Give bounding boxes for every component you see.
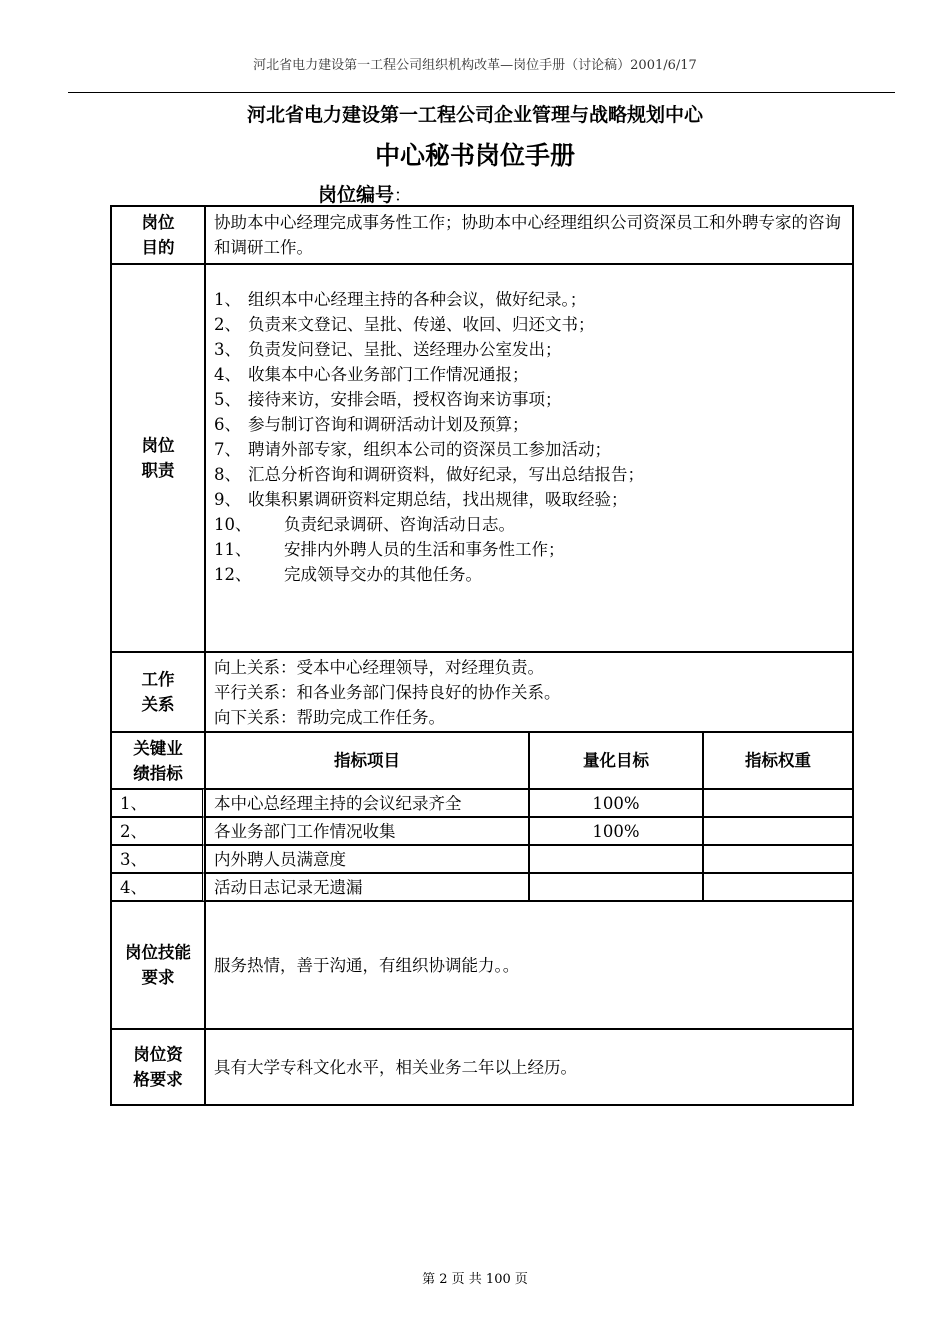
kpi-target bbox=[529, 845, 703, 873]
kpi-item: 各业务部门工作情况收集 bbox=[205, 817, 529, 845]
running-header: 河北省电力建设第一工程公司组织机构改革—岗位手册（讨论稿）2001/6/17 bbox=[253, 58, 697, 73]
post-number bbox=[318, 180, 411, 207]
purpose-label-line2: 目的 bbox=[141, 238, 175, 257]
kpi-label bbox=[111, 732, 205, 789]
kpi-item: 内外聘人员满意度 bbox=[205, 845, 529, 873]
kpi-weight bbox=[703, 873, 853, 901]
kpi-weight bbox=[703, 789, 853, 817]
list-item: 4、 收集本中心各业务部门工作情况通报； bbox=[214, 365, 529, 384]
relation-down: 向下关系：帮助完成工作任务。 bbox=[214, 707, 445, 727]
list-item: 1、 组织本中心经理主持的各种会议，做好纪录。； bbox=[214, 290, 587, 309]
kpi-num: 3、 bbox=[111, 845, 205, 873]
duties-label bbox=[111, 264, 205, 652]
doc-title: 中心秘书岗位手册 bbox=[374, 141, 575, 170]
kpi-item: 活动日志记录无遗漏 bbox=[205, 873, 529, 901]
kpi-num: 4、 bbox=[111, 873, 205, 901]
qualification-row bbox=[111, 1029, 853, 1105]
kpi-header-row bbox=[111, 732, 853, 789]
qualification-text: 具有大学专科文化水平，相关业务二年以上经历。 bbox=[205, 1029, 853, 1105]
table-row bbox=[111, 817, 853, 845]
kpi-target: 100% bbox=[529, 817, 703, 845]
table-row bbox=[111, 789, 853, 817]
kpi-label-line2: 绩指标 bbox=[133, 763, 183, 783]
relations-text bbox=[205, 652, 853, 732]
kpi-header-target: 量化目标 bbox=[529, 732, 703, 789]
skills-label bbox=[111, 901, 205, 1029]
list-item: 8、 汇总分析咨询和调研资料，做好纪录，写出总结报告； bbox=[214, 465, 644, 484]
qualification-label-line2: 格要求 bbox=[133, 1070, 183, 1089]
list-item: 5、 接待来访，安排会晤，授权咨询来访事项； bbox=[214, 390, 562, 409]
table-row bbox=[111, 873, 853, 901]
kpi-target: 100% bbox=[529, 789, 703, 817]
kpi-weight bbox=[703, 817, 853, 845]
duties-label-line1: 岗位 bbox=[141, 436, 175, 455]
list-item: 3、 负责发问登记、呈批、送经理办公室发出； bbox=[214, 340, 562, 359]
post-number-label: 岗位编号 bbox=[318, 184, 395, 206]
relation-parallel: 平行关系：和各业务部门保持良好的协作关系。 bbox=[214, 682, 561, 702]
table-row bbox=[111, 845, 853, 873]
kpi-label-line1: 关键业 bbox=[133, 738, 183, 758]
duties-label-line2: 职责 bbox=[141, 461, 175, 480]
kpi-num: 2、 bbox=[111, 817, 205, 845]
job-table bbox=[110, 205, 854, 1106]
duties-row bbox=[111, 264, 853, 652]
post-number-colon: ： bbox=[394, 186, 412, 206]
list-item: 6、 参与制订咨询和调研活动计划及预算； bbox=[214, 415, 529, 434]
kpi-weight bbox=[703, 845, 853, 873]
list-item: 7、 聘请外部专家，组织本公司的资深员工参加活动； bbox=[214, 440, 611, 459]
relations-label-line1: 工作 bbox=[141, 670, 175, 689]
kpi-num: 1、 bbox=[111, 789, 205, 817]
kpi-header-item: 指标项目 bbox=[205, 732, 529, 789]
header-rule bbox=[68, 92, 895, 93]
kpi-target bbox=[529, 873, 703, 901]
skills-label-line2: 要求 bbox=[141, 968, 175, 987]
relation-up: 向上关系：受本中心经理领导，对经理负责。 bbox=[214, 657, 544, 677]
relations-label-line2: 关系 bbox=[141, 695, 175, 714]
list-item: 11、 安排内外聘人员的生活和事务性工作； bbox=[214, 540, 565, 559]
purpose-label-line1: 岗位 bbox=[141, 213, 175, 232]
list-item: 2、 负责来文登记、呈批、传递、收回、归还文书； bbox=[214, 315, 595, 334]
relations-label bbox=[111, 652, 205, 732]
list-item: 9、 收集积累调研资料定期总结，找出规律，吸取经验； bbox=[214, 490, 628, 509]
skills-row bbox=[111, 901, 853, 1029]
org-title: 河北省电力建设第一工程公司企业管理与战略规划中心 bbox=[246, 104, 703, 126]
qualification-label bbox=[111, 1029, 205, 1105]
duties-list bbox=[205, 264, 853, 652]
page-footer: 第 2 页 共 100 页 bbox=[422, 1272, 528, 1287]
kpi-item: 本中心总经理主持的会议纪录齐全 bbox=[205, 789, 529, 817]
purpose-label bbox=[111, 206, 205, 264]
list-item: 12、 完成领导交办的其他任务。 bbox=[214, 565, 482, 584]
purpose-row bbox=[111, 206, 853, 264]
purpose-text: 协助本中心经理完成事务性工作；协助本中心经理组织公司资深员工和外聘专家的咨询和调研工作。 bbox=[205, 206, 853, 264]
qualification-label-line1: 岗位资 bbox=[133, 1045, 183, 1064]
list-item: 10、 负责纪录调研、咨询活动日志。 bbox=[214, 515, 515, 534]
skills-text: 服务热情，善于沟通，有组织协调能力。。 bbox=[205, 901, 853, 1029]
kpi-header-weight: 指标权重 bbox=[703, 732, 853, 789]
skills-label-line1: 岗位技能 bbox=[125, 943, 191, 962]
relations-row bbox=[111, 652, 853, 732]
